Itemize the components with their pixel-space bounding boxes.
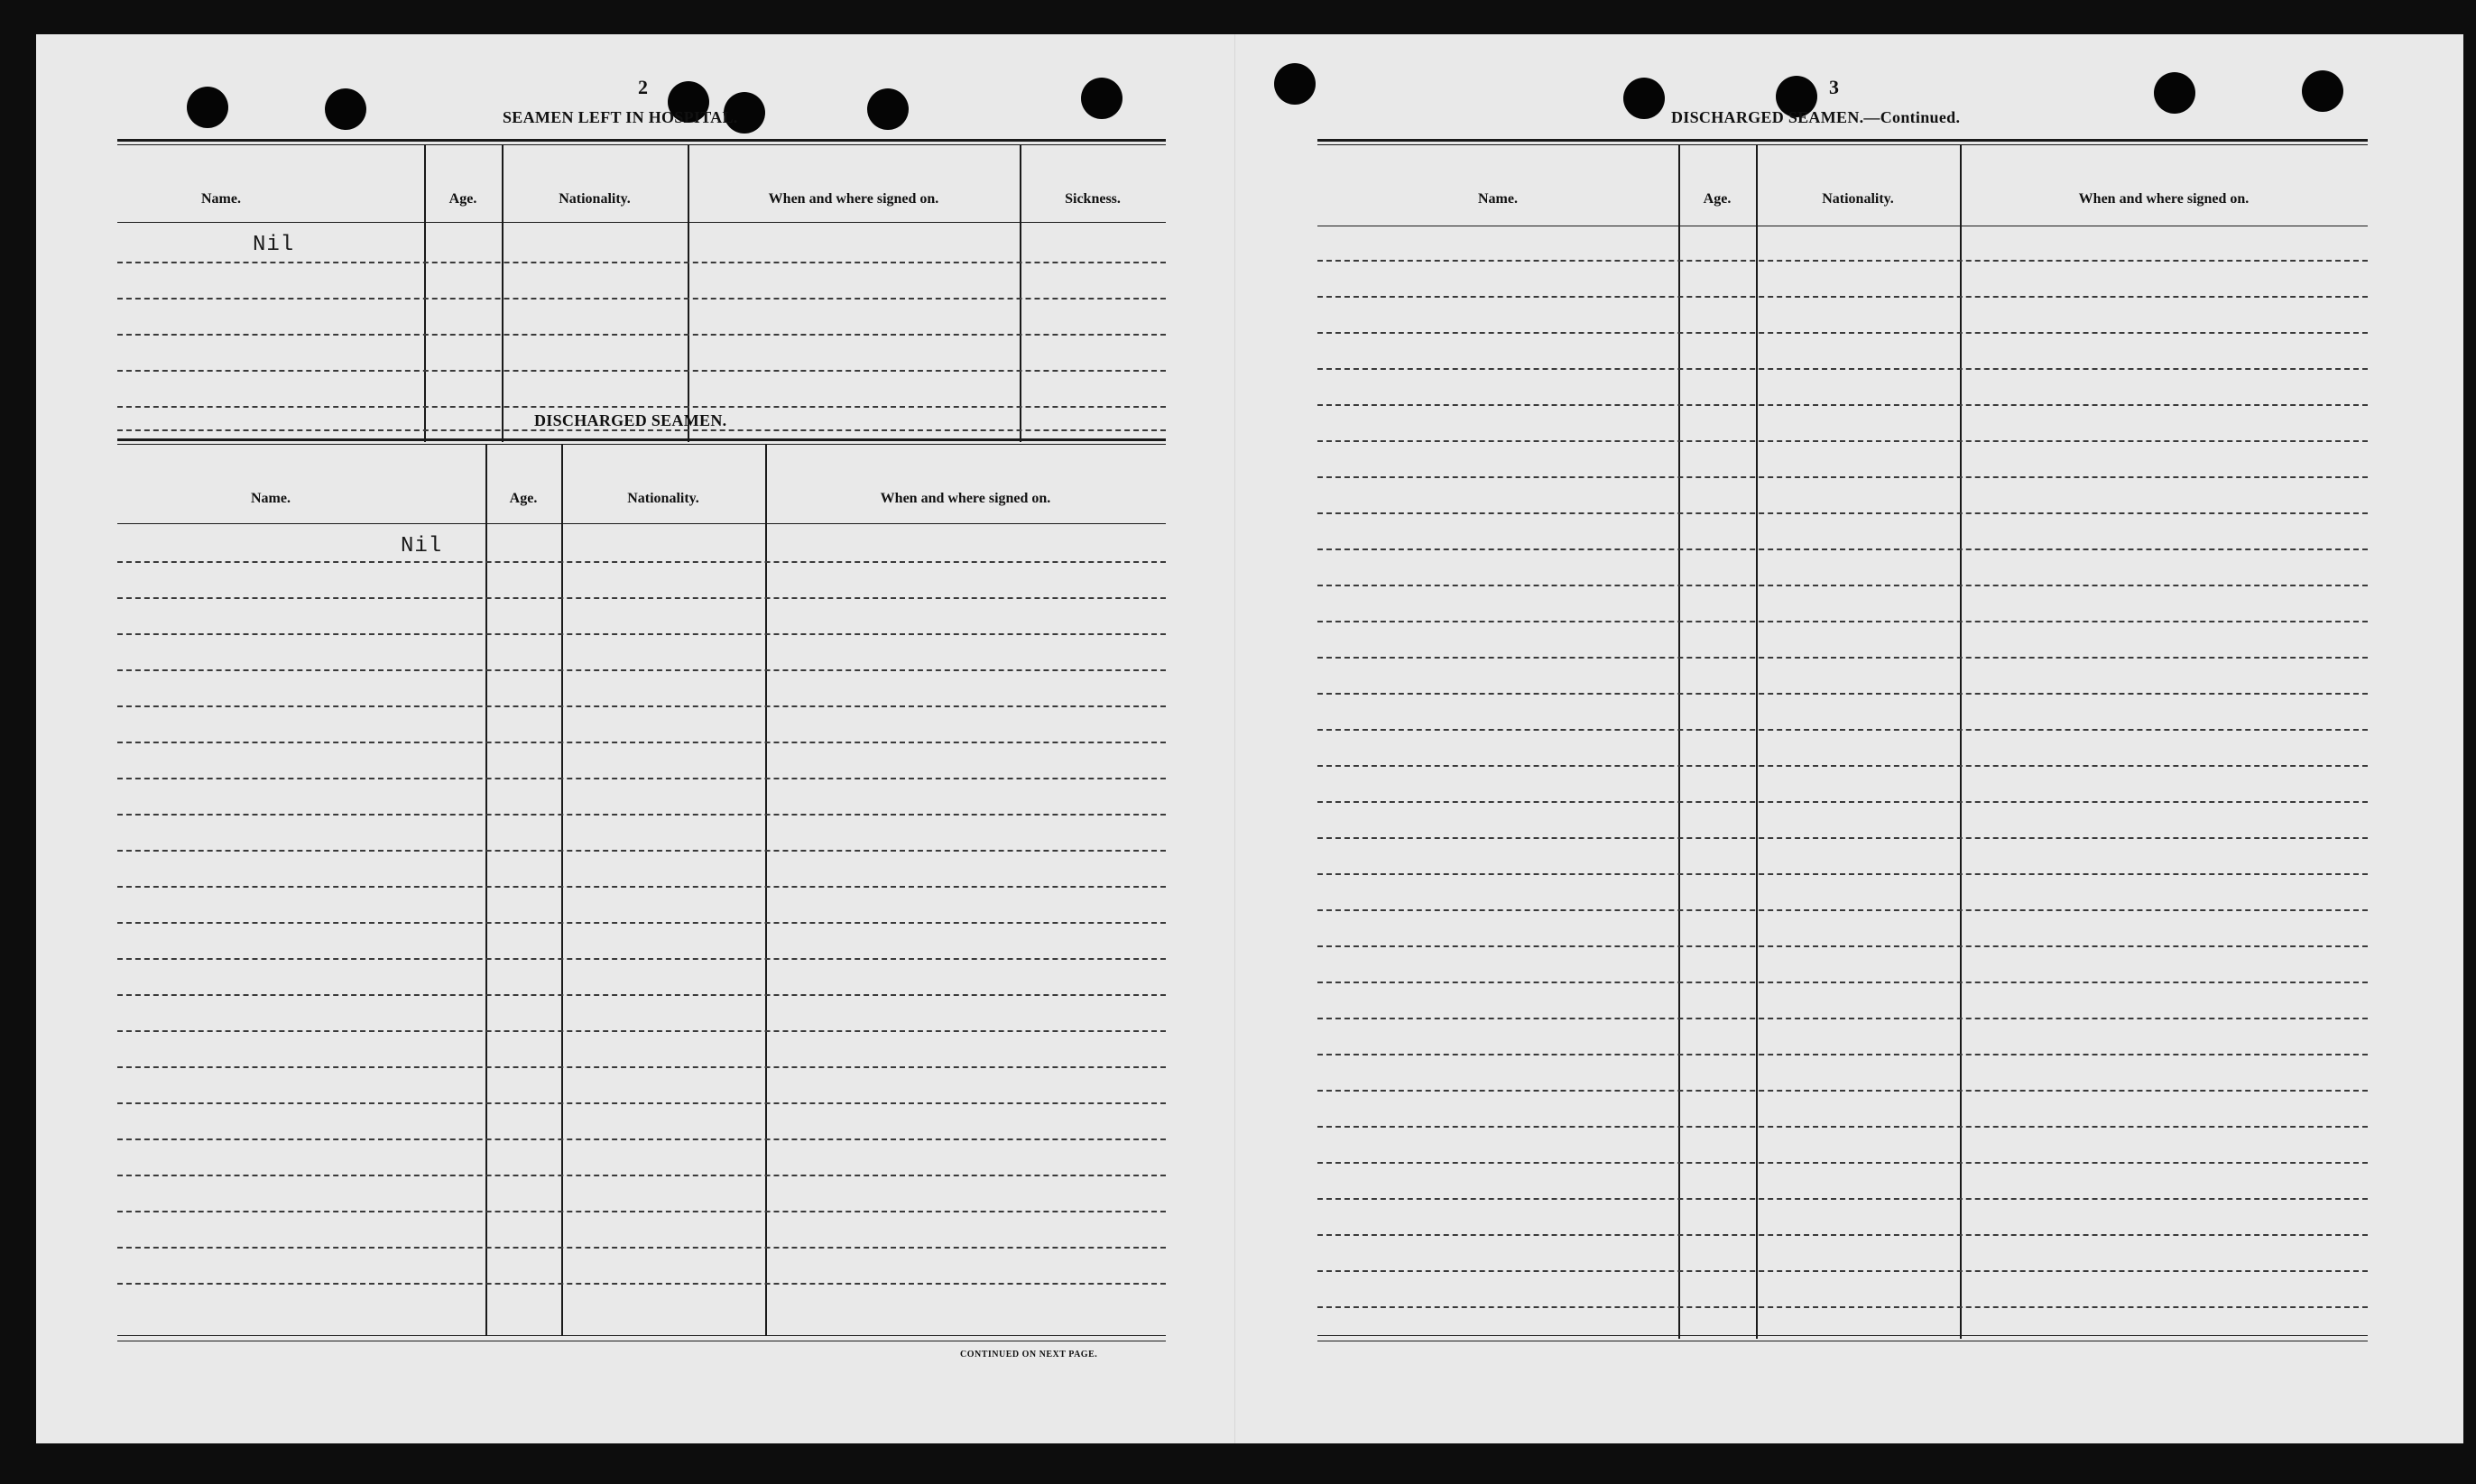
hospital-table	[117, 139, 1166, 442]
document-paper	[36, 34, 2463, 1443]
right-page	[1263, 34, 2463, 1443]
column-header-signed-on: When and where signed on.	[880, 491, 1051, 506]
continued-note: CONTINUED ON NEXT PAGE.	[960, 1350, 1098, 1360]
column-header-sickness: Sickness.	[1065, 191, 1121, 207]
column-header-age: Age.	[1703, 191, 1732, 207]
hospital-entry-nil: Nil	[253, 233, 295, 257]
discharged-entry-nil: Nil	[401, 534, 443, 558]
column-header-nationality: Nationality.	[559, 191, 631, 207]
column-header-name: Name.	[201, 191, 241, 207]
column-header-age: Age.	[509, 491, 538, 506]
column-header-name: Name.	[1478, 191, 1518, 207]
page-number: 3	[1829, 76, 1839, 98]
page-number: 2	[638, 76, 648, 98]
column-header-name: Name.	[251, 491, 291, 506]
column-header-nationality: Nationality.	[627, 491, 699, 506]
column-header-age: Age.	[448, 191, 477, 207]
discharged-section-title: DISCHARGED SEAMEN.	[534, 411, 727, 429]
left-page	[36, 34, 1236, 1443]
column-header-nationality: Nationality.	[1822, 191, 1894, 207]
discharged-continued-table	[1317, 139, 2368, 1344]
discharged-continued-title: DISCHARGED SEAMEN.—Continued.	[1671, 108, 1961, 126]
discharged-table	[117, 438, 1166, 1346]
hospital-section-title: SEAMEN LEFT IN HOSPITAL.	[503, 108, 738, 126]
column-header-signed-on: When and where signed on.	[768, 191, 939, 207]
column-header-signed-on: When and where signed on.	[2078, 191, 2250, 207]
